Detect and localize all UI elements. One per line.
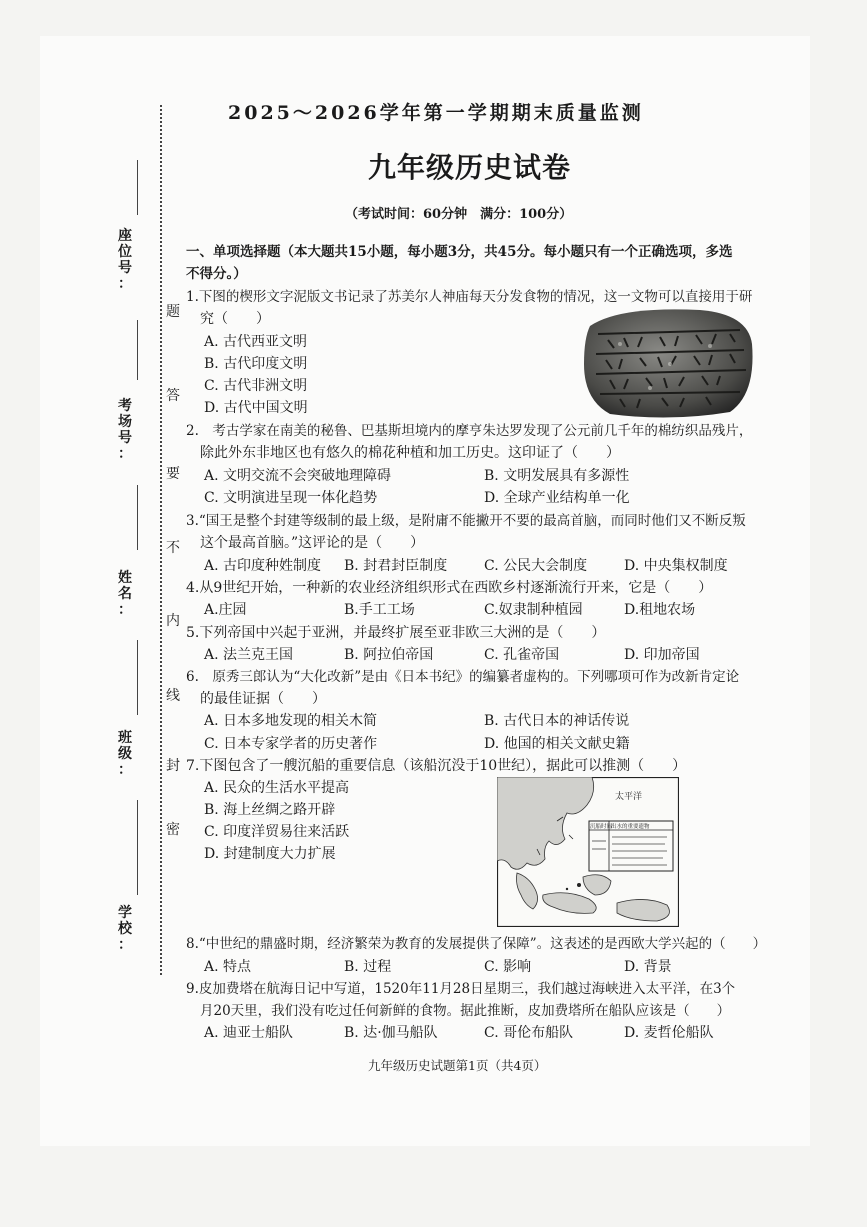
option-d[interactable]: D. 麦哲伦船队 <box>624 1025 714 1041</box>
seat-label: 座 位 号 ： <box>118 228 132 292</box>
room-blank <box>137 320 138 380</box>
cuneiform-tablet-image <box>580 304 756 420</box>
option-d[interactable]: D. 中央集权制度 <box>624 558 728 574</box>
map-table-header-right: 出水的重要遗物 <box>611 824 650 830</box>
name-blank <box>137 485 138 550</box>
school-blank <box>137 800 138 895</box>
seal-char: 封 <box>166 758 180 774</box>
seal-char: 密 <box>166 822 180 838</box>
seal-char: 不 <box>166 540 180 556</box>
question-stem: 5.下列帝国中兴起于亚洲，并最终扩展至亚非欧三大洲的是（ ） <box>186 625 606 641</box>
exam-title: 九年级历史试卷 <box>368 151 572 184</box>
option-b[interactable]: B. 古代印度文明 <box>204 356 308 372</box>
map-table-header-left: 沉船时间 <box>590 824 613 830</box>
option-c[interactable]: C. 日本专家学者的历史著作 <box>204 736 378 752</box>
option-a[interactable]: A. 古印度种姓制度 <box>204 558 322 574</box>
seal-char: 答 <box>166 388 180 404</box>
option-b[interactable]: B. 海上丝绸之路开辟 <box>204 802 336 818</box>
name-label: 姓 名 ： <box>118 570 132 618</box>
question-stem: 3.“国王是整个封建等级制的最上级，是附庸不能撇开不要的最高首脑，而同时他们又不断反叛 <box>186 513 746 529</box>
year-title: 2025～2026学年第一学期期末质量监测 <box>228 102 644 124</box>
question-stem: 9.皮加费塔在航海日记中写道，1520年11月28日星期三，我们越过海峡进入太平洋，在3个 <box>186 981 736 997</box>
seal-char: 要 <box>166 466 180 482</box>
question-stem: 7.下图包含了一艘沉船的重要信息（该船沉没于10世纪），据此可以推测（ ） <box>186 758 687 774</box>
option-a[interactable]: A. 日本多地发现的相关木简 <box>204 713 378 729</box>
option-a[interactable]: A. 文明交流不会突破地理障碍 <box>204 468 392 484</box>
question-stem: 除此外东非地区也有悠久的棉花种植和加工历史。这印证了（ ） <box>200 445 620 461</box>
option-a[interactable]: A. 法兰克王国 <box>204 647 294 663</box>
option-d[interactable]: D.租地农场 <box>624 602 696 618</box>
seal-char: 内 <box>166 613 180 629</box>
class-blank <box>137 640 138 715</box>
map-ocean-label: 太平洋 <box>615 792 643 802</box>
question-stem: 8.“中世纪的鼎盛时期，经济繁荣为教育的发展提供了保障”。这表述的是西欧大学兴起的（ ） <box>186 936 767 952</box>
option-c[interactable]: C. 古代非洲文明 <box>204 378 308 394</box>
option-b[interactable]: B. 封君封臣制度 <box>344 558 448 574</box>
option-c[interactable]: C. 公民大会制度 <box>484 558 588 574</box>
question-stem: 6. 原秀三郎认为“大化改新”是由《日本书纪》的编纂者虚构的。下列哪项可作为改新肯定论 <box>186 669 740 685</box>
option-b[interactable]: B. 过程 <box>344 959 392 975</box>
option-d[interactable]: D. 古代中国文明 <box>204 400 308 416</box>
seal-dotted-line <box>160 105 162 975</box>
question-stem: 月20天里，我们没有吃过任何新鲜的食物。据此推断，皮加费塔所在船队应该是（ ） <box>200 1003 731 1019</box>
option-d[interactable]: D. 他国的相关文献史籍 <box>484 736 630 752</box>
seal-char: 题 <box>166 304 180 320</box>
option-b[interactable]: B. 文明发展具有多源性 <box>484 468 630 484</box>
school-label: 学 校 ： <box>118 905 132 953</box>
option-a[interactable]: A. 古代西亚文明 <box>204 334 308 350</box>
option-a[interactable]: A. 特点 <box>204 959 252 975</box>
option-b[interactable]: B.手工工场 <box>344 602 415 618</box>
option-a[interactable]: A.庄园 <box>204 602 247 618</box>
exam-info: （考试时间：60分钟 满分：100分） <box>345 207 573 222</box>
option-a[interactable]: A. 迪亚士船队 <box>204 1025 294 1041</box>
seal-char: 线 <box>166 688 180 704</box>
section-heading-cont: 不得分。） <box>186 266 247 282</box>
option-d[interactable]: D. 封建制度大力扩展 <box>204 846 336 862</box>
question-stem: 这个最高首脑。”这评论的是（ ） <box>200 535 425 551</box>
option-b[interactable]: B. 古代日本的神话传说 <box>484 713 630 729</box>
question-stem: 2. 考古学家在南美的秘鲁、巴基斯坦境内的摩亨朱达罗发现了公元前几千年的棉纺织品残片， <box>186 423 753 439</box>
room-label: 考 场 号 ： <box>118 398 132 462</box>
option-c[interactable]: C. 文明演进呈现一体化趋势 <box>204 490 378 506</box>
option-a[interactable]: A. 民众的生活水平提高 <box>204 780 350 796</box>
question-stem: 4.从9世纪开始，一种新的农业经济组织形式在西欧乡村逐渐流行开来，它是（ ） <box>186 580 713 596</box>
question-stem: 1.下图的楔形文字泥版文书记录了苏美尔人神庙每天分发食物的情况，这一文物可以直接用于研 <box>186 289 753 305</box>
option-d[interactable]: D. 背景 <box>624 959 672 975</box>
option-c[interactable]: C. 印度洋贸易往来活跃 <box>204 824 350 840</box>
shipwreck-map-image <box>497 777 679 927</box>
section-heading: 一、单项选择题（本大题共15小题，每小题3分，共45分。每小题只有一个正确选项，多选 <box>186 244 733 260</box>
option-c[interactable]: C. 哥伦布船队 <box>484 1025 574 1041</box>
seat-blank <box>137 160 138 215</box>
option-d[interactable]: D. 全球产业结构单一化 <box>484 490 630 506</box>
option-b[interactable]: B. 阿拉伯帝国 <box>344 647 434 663</box>
page-footer: 九年级历史试题第1页（共4页） <box>368 1058 547 1073</box>
option-c[interactable]: C.奴隶制种植园 <box>484 602 583 618</box>
option-c[interactable]: C. 影响 <box>484 959 532 975</box>
class-label: 班 级 ： <box>118 730 132 778</box>
option-c[interactable]: C. 孔雀帝国 <box>484 647 560 663</box>
question-stem: 究（ ） <box>200 311 270 327</box>
question-stem: 的最佳证据（ ） <box>200 691 326 707</box>
option-b[interactable]: B. 达·伽马船队 <box>344 1025 438 1041</box>
option-d[interactable]: D. 印加帝国 <box>624 647 700 663</box>
